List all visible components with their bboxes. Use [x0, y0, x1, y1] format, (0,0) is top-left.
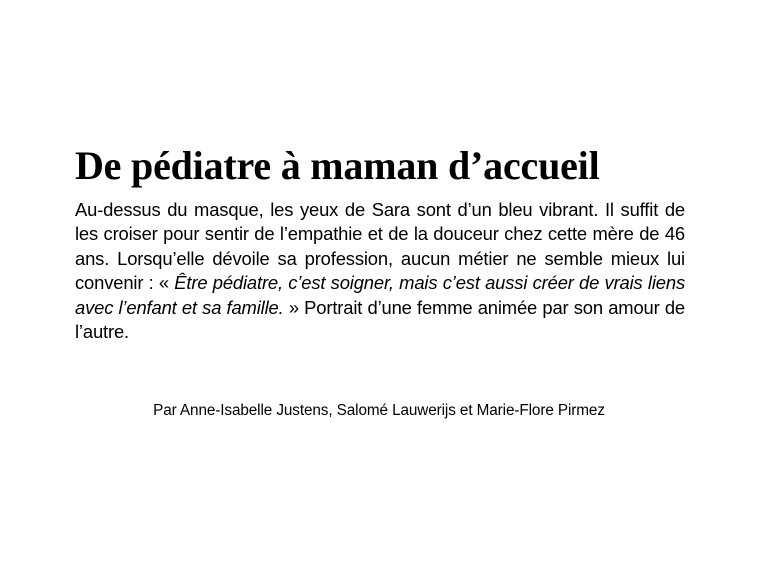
article-header — [75, 143, 685, 344]
article-byline: Par Anne-Isabelle Justens, Salomé Lauwerijs et Marie-Flore Pirmez — [153, 402, 605, 419]
lede-outro: » Portrait d’une femme animée par son amour de l’autre. — [75, 296, 685, 343]
lede-quote: Être pédiatre, c’est soigner, mais c’est aussi créer de vrais liens avec l’enfant et sa famille. — [75, 272, 685, 318]
article-title: De pédiatre à maman d’accueil — [75, 143, 600, 188]
lede-intro: Au-dessus du masque, les yeux de Sara sont d’un bleu vibrant. Il suffit de les croiser pour sentir de l’empathie et de la douceur chez cette mère de 46 ans. Lorsqu’elle dévoile sa profession, aucun métier ne semble mieux lui convenir : « — [75, 199, 685, 294]
article-lede — [75, 198, 685, 344]
